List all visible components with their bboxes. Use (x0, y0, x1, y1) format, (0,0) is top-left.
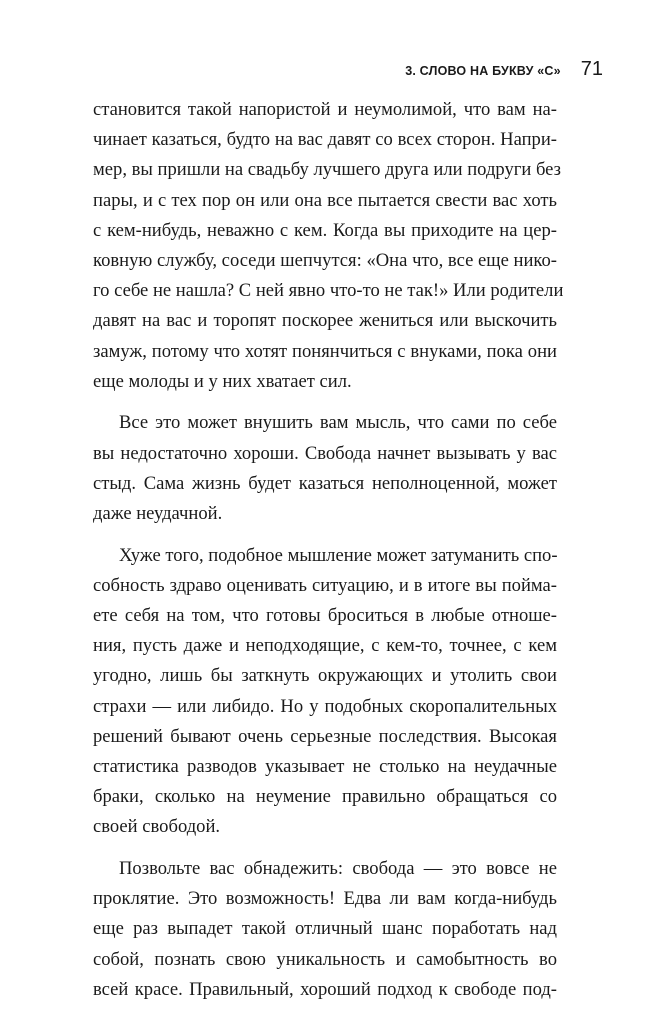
text-line: даже неудачной. (93, 502, 223, 524)
text-line: еще молоды и у них хватает сил. (93, 370, 352, 392)
text-line: собой, познать свою уникальность и самобытность во (93, 948, 557, 970)
text-line: пары, и с тех пор он или она все пытается свести вас хоть (93, 189, 557, 211)
text-line: Позвольте вас обнадежить: свобода — это вовсе не (119, 858, 557, 879)
paragraph (93, 541, 557, 843)
paragraph (93, 854, 557, 1005)
text-line: решений бывают очень серьезные последствия. Высокая (93, 725, 557, 747)
text-line: вы недостаточно хороши. Свобода начнет вызывать у вас (93, 442, 557, 464)
text-line: угодно, лишь бы заткнуть окружающих и утолить свои (93, 665, 557, 687)
text-line: ковную службу, соседи шепчутся: «Она что, все еще нико- (93, 249, 557, 271)
text-line: замуж, потому что хотят понянчиться с внуками, пока они (93, 340, 557, 362)
text-line: ете себя на том, что готовы броситься в любые отноше- (93, 605, 557, 626)
chapter-title: 3. СЛОВО НА БУКВУ «С» (405, 64, 561, 78)
text-line: стыд. Сама жизнь будет казаться неполноценной, может (93, 472, 557, 494)
text-line: статистика разводов указывает не столько на неудачные (93, 755, 557, 777)
text-line: мер, вы пришли на свадьбу лучшего друга или подруги без (93, 159, 562, 181)
text-line: еще раз выпадет такой отличный шанс поработать над (93, 918, 557, 940)
text-line: Хуже того, подобное мышление может затуманить спо- (119, 544, 558, 566)
text-line: браки, сколько на неумение правильно обращаться со (93, 786, 557, 808)
text-line: давят на вас и торопят поскорее жениться или выскочить (93, 310, 557, 332)
text-line: становится такой напористой и неумолимой, что вам на- (93, 99, 557, 120)
text-line: го себе не нашла? С ней явно что-то не так!» Или родители (93, 280, 564, 302)
text-line: чинает казаться, будто на вас давят со всех сторон. Напри- (93, 129, 557, 151)
page-number: 71 (580, 58, 603, 80)
paragraph (93, 95, 564, 397)
text-line: своей свободой. (93, 816, 221, 838)
text-line: ния, пусть даже и неподходящие, с кем-то, точнее, с кем (93, 635, 557, 657)
paragraph (93, 408, 557, 529)
text-line: проклятие. Это возможность! Едва ли вам когда-нибудь (93, 888, 557, 910)
text-line: страхи — или либидо. Но у подобных скоропалительных (93, 695, 557, 717)
text-line: собность здраво оценивать ситуацию, и в итоге вы пойма- (93, 574, 557, 596)
running-head (405, 58, 603, 81)
body-text (93, 95, 564, 1016)
text-line: всей красе. Правильный, хороший подход к свободе под- (93, 978, 557, 1000)
text-line: с кем-нибудь, неважно с кем. Когда вы приходите на цер- (93, 219, 557, 241)
text-line: Все это может внушить вам мысль, что сами по себе (119, 412, 557, 434)
